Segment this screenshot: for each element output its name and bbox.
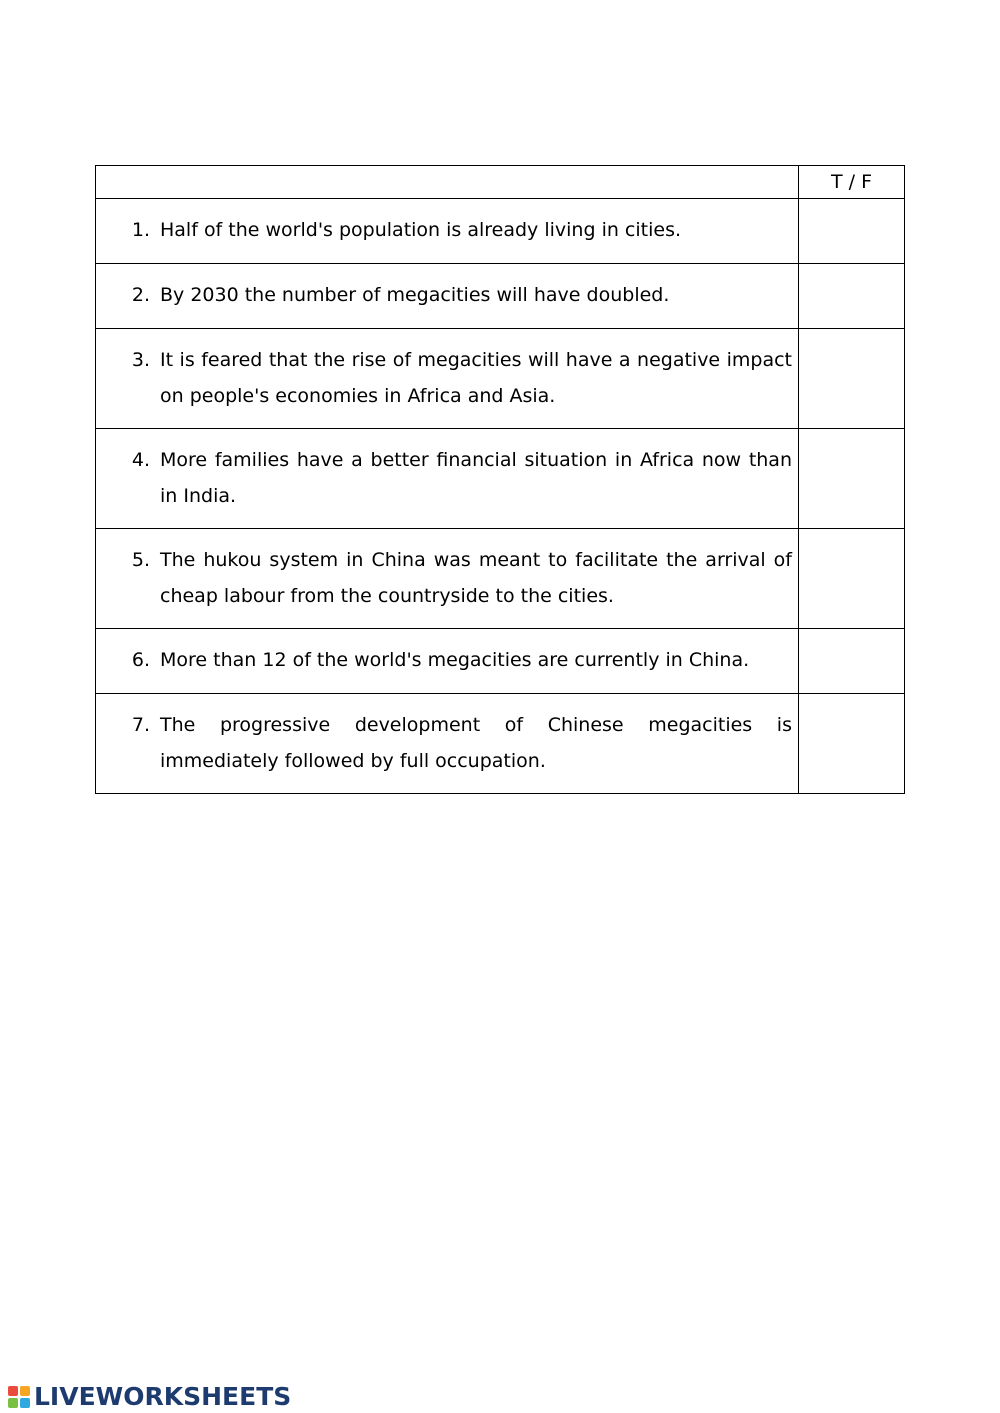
liveworksheets-logo-icon [8, 1386, 30, 1408]
table-row [96, 529, 905, 629]
table-header-row [96, 166, 905, 199]
question-text: Half of the world's population is already living in cities. [160, 219, 682, 241]
answer-input-cell[interactable] [799, 694, 905, 794]
question-number: 6. [131, 649, 150, 671]
answer-input-cell[interactable] [799, 529, 905, 629]
question-text: It is feared that the rise of megacities will have a negative impact on people's economies in Africa and Asia. [160, 349, 792, 407]
table-row [96, 694, 905, 794]
question-number: 2. [131, 284, 150, 306]
statement-cell [96, 329, 799, 429]
answer-input-cell[interactable] [799, 329, 905, 429]
liveworksheets-branding [8, 1382, 291, 1411]
brand-name: LIVEWORKSHEETS [34, 1382, 292, 1411]
question-number: 7. [131, 714, 150, 736]
answer-header-cell: T / F [799, 166, 905, 199]
true-false-table [95, 165, 905, 794]
answer-input-cell[interactable] [799, 264, 905, 329]
question-number: 5. [131, 549, 150, 571]
statement-cell [96, 429, 799, 529]
table-row [96, 429, 905, 529]
table-row [96, 629, 905, 694]
question-number: 1. [131, 219, 150, 241]
question-text: The hukou system in China was meant to facilitate the arrival of cheap labour from the countryside to the cities. [160, 549, 792, 607]
statement-header-cell [96, 166, 799, 199]
question-text: More families have a better financial situation in Africa now than in India. [160, 449, 792, 507]
question-number: 3. [131, 349, 150, 371]
table-row [96, 264, 905, 329]
statement-cell [96, 199, 799, 264]
table-row [96, 329, 905, 429]
statement-cell [96, 264, 799, 329]
statement-cell [96, 629, 799, 694]
answer-input-cell[interactable] [799, 629, 905, 694]
question-text: More than 12 of the world's megacities are currently in China. [160, 649, 750, 671]
answer-input-cell[interactable] [799, 199, 905, 264]
answer-input-cell[interactable] [799, 429, 905, 529]
statement-cell [96, 694, 799, 794]
table-row [96, 199, 905, 264]
question-text: The progressive development of Chinese megacities is immediately followed by full occupation. [160, 714, 792, 772]
statement-cell [96, 529, 799, 629]
question-number: 4. [131, 449, 150, 471]
question-text: By 2030 the number of megacities will have doubled. [160, 284, 670, 306]
